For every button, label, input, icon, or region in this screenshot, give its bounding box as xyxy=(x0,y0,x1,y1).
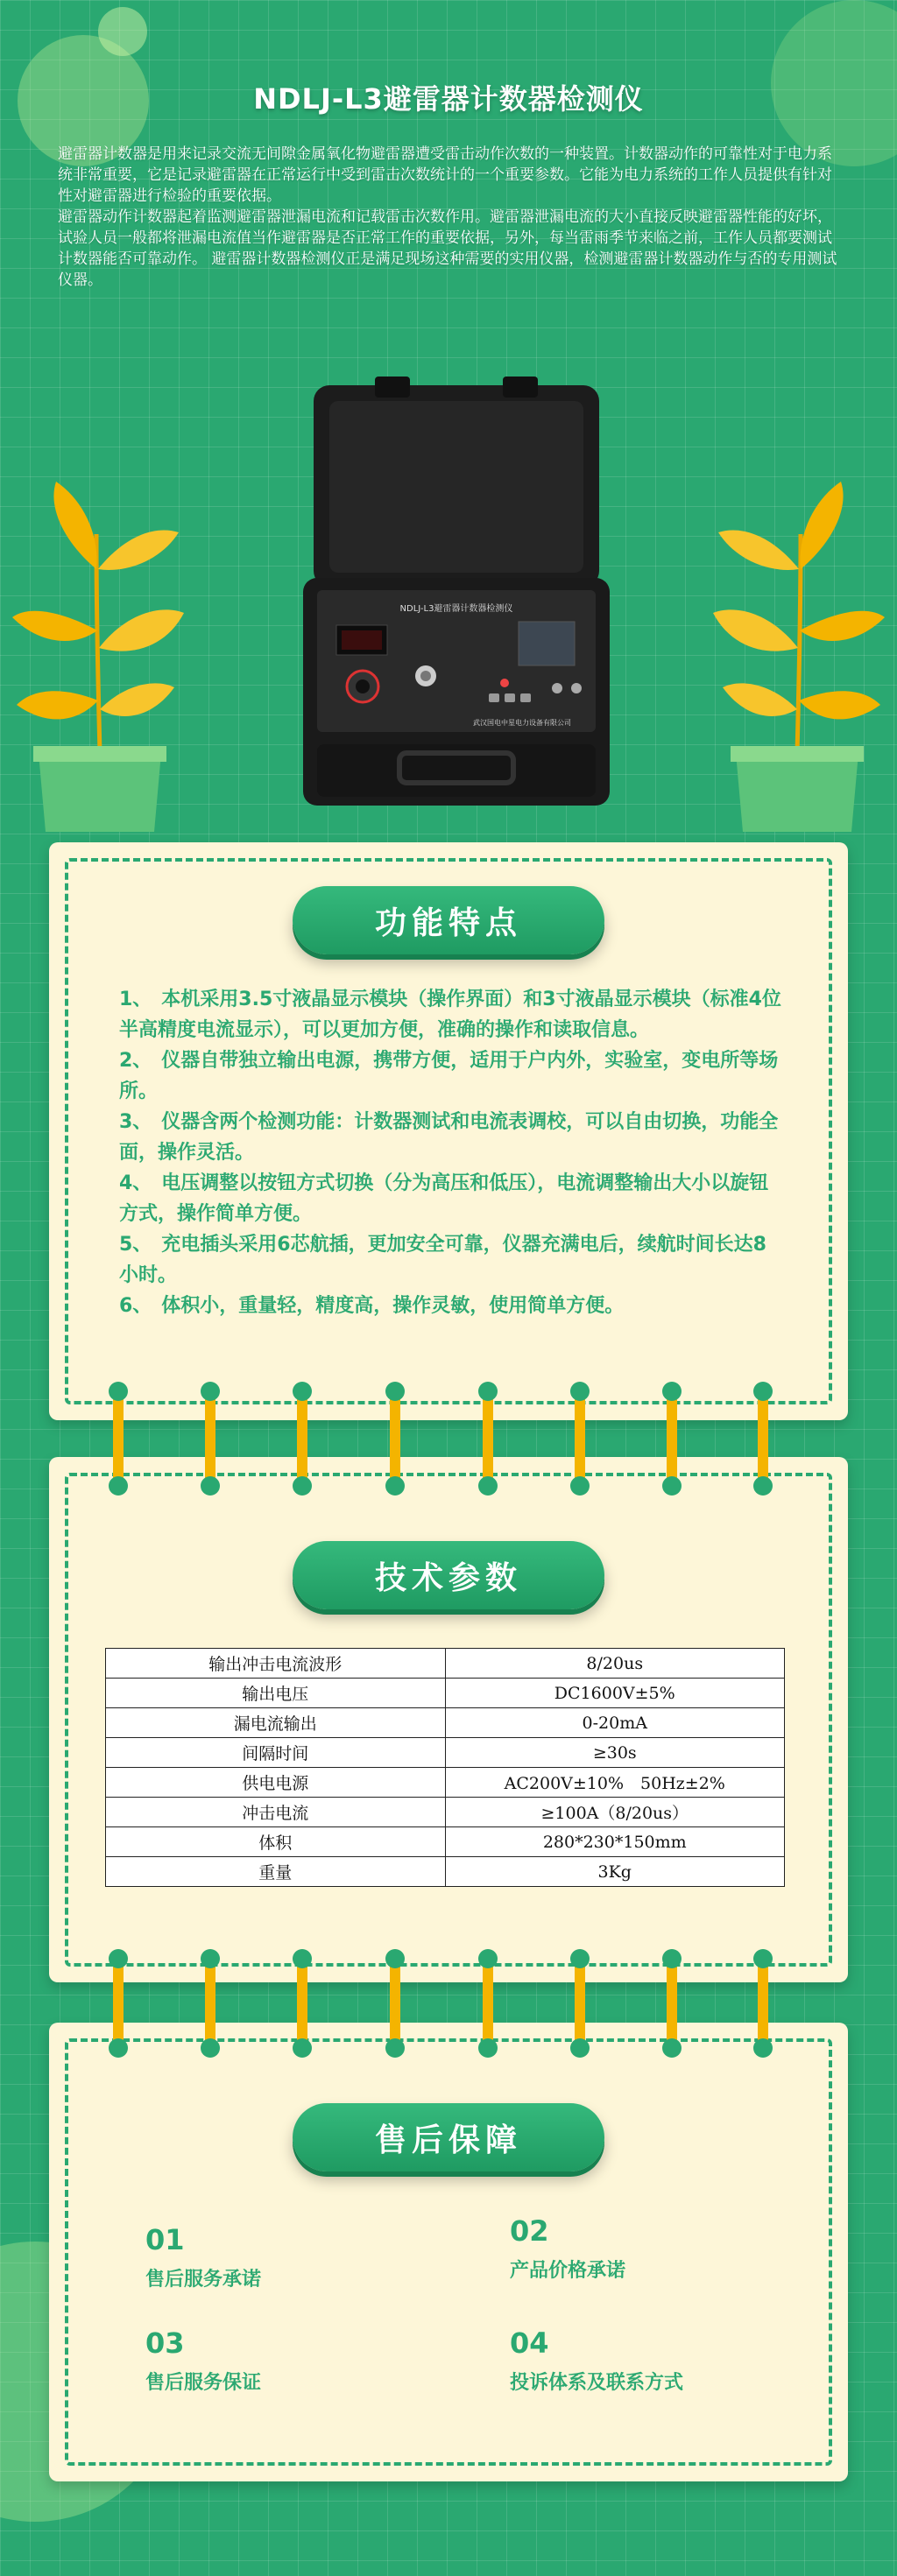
service-number: 04 xyxy=(510,2326,549,2360)
spec-value: ≥100A（8/20us） xyxy=(445,1798,785,1827)
intro-paragraph-1: 避雷器计数器是用来记录交流无间隙金属氧化物避雷器遭受雷击动作次数的一种装置。计数器动作的可靠性对于电力系统非常重要，它是记录避雷器在正常运行中受到雷击次数统计的一个重要参数。它能为电力系统的工作人员提供有针对性对避雷器进行检验的重要依据。 xyxy=(58,145,832,205)
spec-key: 间隔时间 xyxy=(106,1738,446,1768)
ring-connector xyxy=(753,1949,773,2058)
feature-item-2: 2、 仪器自带独立输出电源，携带方便，适用于户内外，实验室，变电所等场所。 xyxy=(119,1050,779,1102)
left-plant-illustration xyxy=(12,464,187,832)
ring-connector xyxy=(385,1382,405,1496)
ring-connector xyxy=(478,1382,498,1496)
ring-connector xyxy=(570,1949,590,2058)
service-heading: 售后保障 xyxy=(293,2103,604,2171)
ring-connector xyxy=(662,1382,682,1496)
right-plant-illustration xyxy=(710,464,885,832)
spec-value: DC1600V±5% xyxy=(445,1679,785,1708)
spec-key: 输出冲击电流波形 xyxy=(106,1649,446,1679)
table-row xyxy=(106,1827,785,1857)
specs-heading: 技术参数 xyxy=(293,1541,604,1609)
service-number: 03 xyxy=(145,2326,185,2360)
spec-key: 体积 xyxy=(106,1827,446,1857)
spec-key: 供电电源 xyxy=(106,1768,446,1798)
spec-value: 3Kg xyxy=(445,1857,785,1887)
features-heading: 功能特点 xyxy=(293,886,604,954)
spec-key: 输出电压 xyxy=(106,1679,446,1708)
spec-value: AC200V±10% 50Hz±2% xyxy=(445,1768,785,1798)
spec-value: 280*230*150mm xyxy=(445,1827,785,1857)
service-item-2 xyxy=(510,2214,625,2285)
ring-connector xyxy=(293,1949,312,2058)
feature-item-4: 4、 电压调整以按钮方式切换（分为高压和低压），电流调整输出大小以旋钮方式，操作简单方便。 xyxy=(119,1172,769,1225)
ring-connector xyxy=(385,1949,405,2058)
spec-value: 8/20us xyxy=(445,1649,785,1679)
service-number: 02 xyxy=(510,2214,549,2248)
service-item-4 xyxy=(510,2326,683,2397)
ring-connector xyxy=(201,1382,220,1496)
service-item-1 xyxy=(145,2222,261,2294)
table-row xyxy=(106,1857,785,1887)
spec-key: 漏电流输出 xyxy=(106,1708,446,1738)
intro-paragraph-2: 避雷器动作计数器起着监测避雷器泄漏电流和记载雷击次数作用。避雷器泄漏电流的大小直接反映避雷器性能的好坏，试验人员一般都将泄漏电流值当作避雷器是否正常工作的重要依据，另外，每当雷雨季节来临之前，工作人员都要测试计数器能否可靠动作。 避雷器计数器检测仪正是满足现场这种需要的实用仪器，检测避雷器计数器动作与否的专用测试仪器。 xyxy=(58,208,837,289)
device-panel-label: NDLJ-L3避雷器计数器检测仪 xyxy=(399,604,513,614)
ring-connector xyxy=(478,1949,498,2058)
feature-item-1: 1、 本机采用3.5寸液晶显示模块（操作界面）和3寸液晶显示模块（标准4位半高精度电流显示），可以更加方便，准确的操作和读取信息。 xyxy=(119,989,781,1041)
ring-connector xyxy=(753,1382,773,1496)
feature-item-6: 6、 体积小，重量轻，精度高，操作灵敏，使用简单方便。 xyxy=(119,1295,625,1317)
service-label: 产品价格承诺 xyxy=(510,2260,626,2282)
service-item-3 xyxy=(145,2326,261,2397)
table-row xyxy=(106,1649,785,1679)
intro-text xyxy=(58,144,841,291)
tester-device-image xyxy=(294,377,618,814)
service-card xyxy=(49,2023,848,2481)
spec-value: ≥30s xyxy=(445,1738,785,1768)
device-company-label: 武汉国电中星电力设备有限公司 xyxy=(473,719,571,727)
table-row xyxy=(106,1768,785,1798)
features-card xyxy=(49,842,848,1420)
spec-key: 冲击电流 xyxy=(106,1798,446,1827)
ring-connector xyxy=(662,1949,682,2058)
feature-item-3: 3、 仪器含两个检测功能：计数器测试和电流表调校，可以自由切换，功能全面，操作灵活。 xyxy=(119,1111,779,1164)
ring-connector xyxy=(109,1382,128,1496)
ring-connector xyxy=(293,1382,312,1496)
service-number: 01 xyxy=(145,2223,185,2256)
specs-card xyxy=(49,1457,848,1982)
table-row xyxy=(106,1798,785,1827)
ring-connector xyxy=(570,1382,590,1496)
spec-key: 重量 xyxy=(106,1857,446,1887)
feature-item-5: 5、 充电插头采用6芯航插，更加安全可靠，仪器充满电后，续航时间长达8小时。 xyxy=(119,1234,766,1286)
specs-table xyxy=(105,1648,785,1887)
service-label: 售后服务保证 xyxy=(145,2372,262,2394)
ring-connector xyxy=(109,1949,128,2058)
table-row xyxy=(106,1738,785,1768)
features-list xyxy=(119,984,785,1321)
service-label: 售后服务承诺 xyxy=(145,2269,262,2291)
bg-circle-small xyxy=(98,7,147,56)
ring-connector xyxy=(201,1949,220,2058)
spec-value: 0-20mA xyxy=(445,1708,785,1738)
table-row xyxy=(106,1708,785,1738)
table-row xyxy=(106,1679,785,1708)
page-title: NDLJ-L3避雷器计数器检测仪 xyxy=(253,82,644,116)
service-label: 投诉体系及联系方式 xyxy=(510,2372,684,2394)
